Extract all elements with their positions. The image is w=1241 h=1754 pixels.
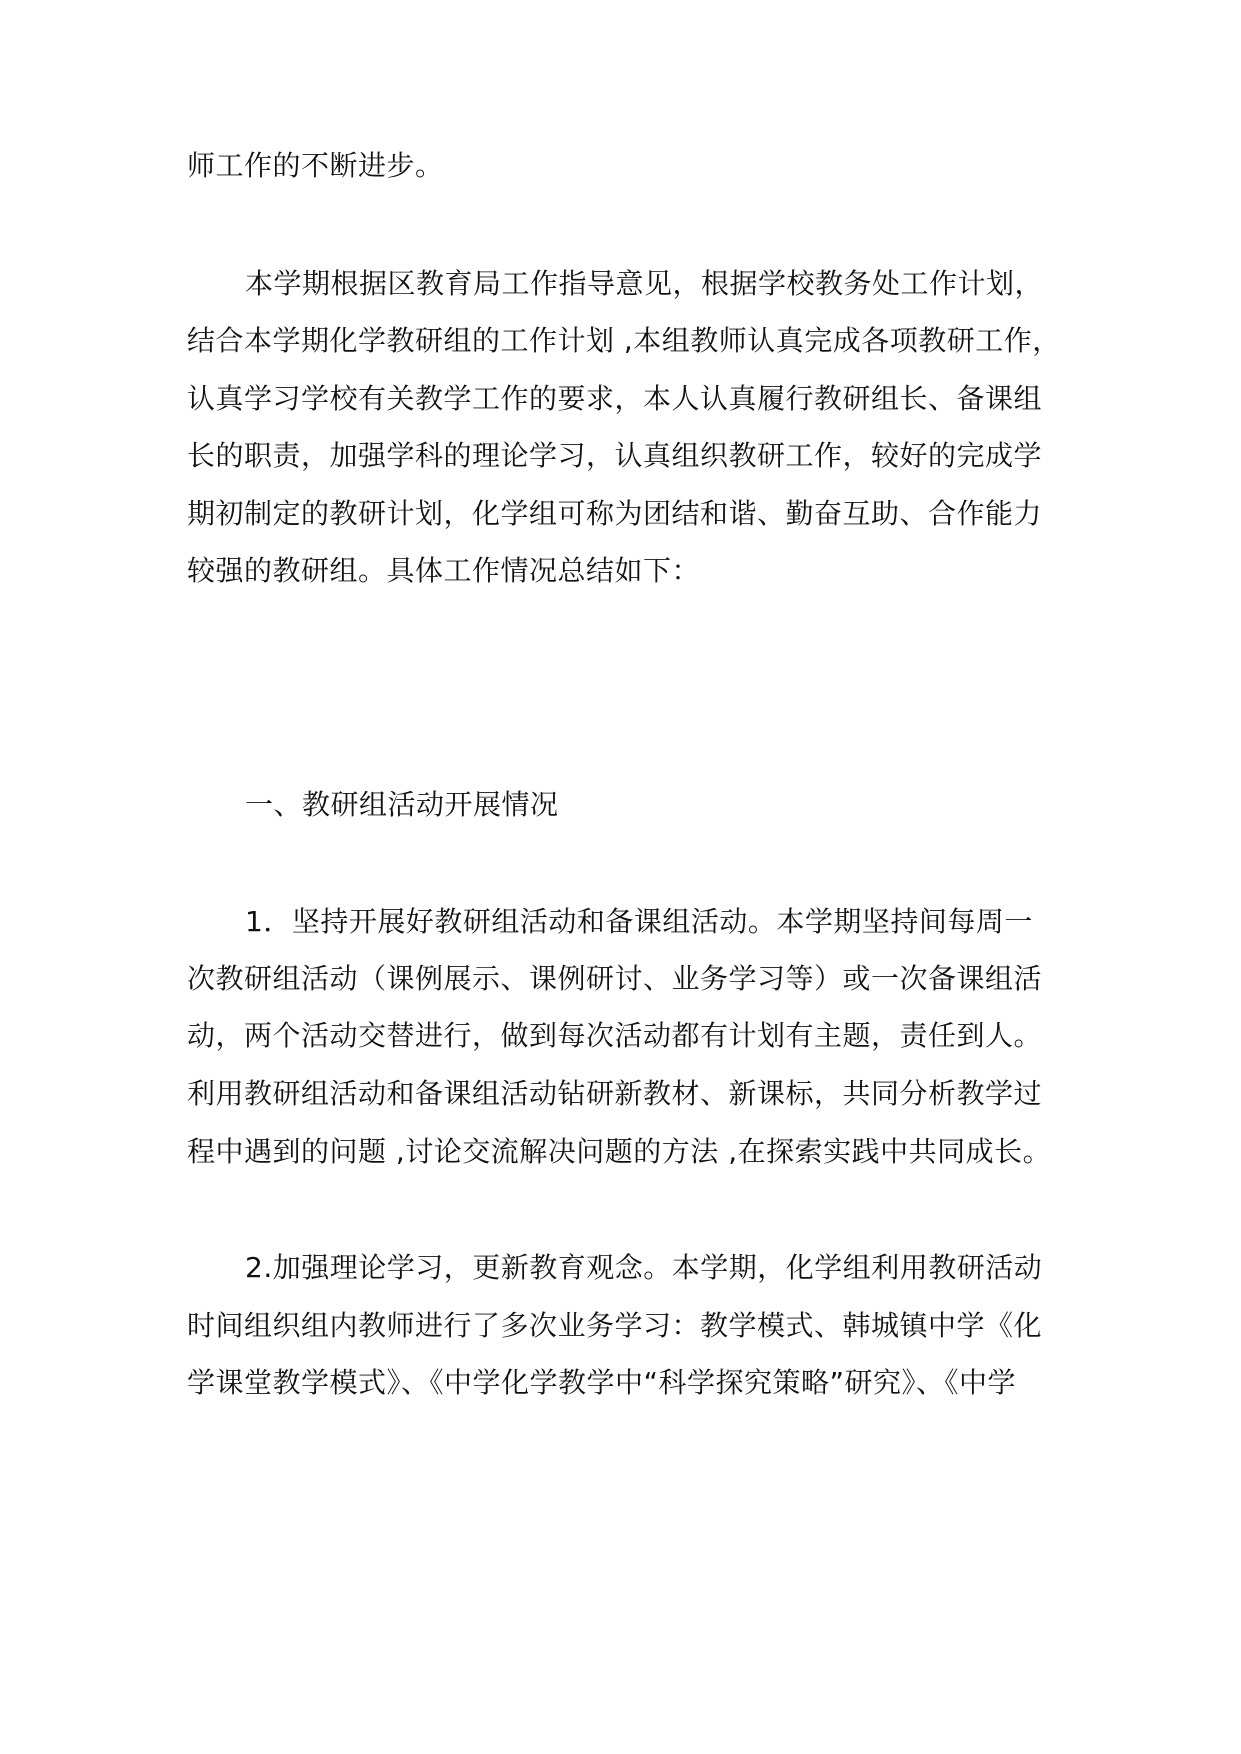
intro-line-3: 认真学习学校有关教学工作的要求，本人认真履行教研组长、备课组: [187, 382, 1043, 415]
intro-line-5: 期初制定的教研计划，化学组可称为团结和谐、勤奋互助、合作能力: [187, 497, 1043, 530]
item2-line-2: 时间组织组内教师进行了多次业务学习：教学模式、韩城镇中学《化: [187, 1309, 1043, 1342]
item1-line-5: 程中遇到的问题 ,讨论交流解决问题的方法 ,在探索实践中共同成长。: [187, 1135, 1052, 1168]
item1-line-4: 利用教研组活动和备课组活动钻研新教材、新课标，共同分析教学过: [187, 1077, 1043, 1110]
continuation-line: 师工作的不断进步。: [187, 149, 444, 182]
item1-line-1: 1．坚持开展好教研组活动和备课组活动。本学期坚持间每周一: [245, 905, 1033, 938]
intro-line-4: 长的职责，加强学科的理论学习，认真组织教研工作，较好的完成学: [187, 439, 1043, 472]
item2-line-1: 2.加强理论学习，更新教育观念。本学期，化学组利用教研活动: [245, 1251, 1043, 1284]
item2-line-3: 学课堂教学模式》、《中学化学教学中“科学探究策略”研究》、《中学: [187, 1366, 1017, 1399]
section-heading: 一、教研组活动开展情况: [245, 788, 559, 821]
intro-line-1: 本学期根据区教育局工作指导意见，根据学校教务处工作计划，: [245, 267, 1044, 300]
intro-line-6: 较强的教研组。具体工作情况总结如下：: [187, 554, 701, 587]
intro-line-2: 结合本学期化学教研组的工作计划 ,本组教师认真完成各项教研工作，: [187, 324, 1061, 357]
item1-line-3: 动，两个活动交替进行，做到每次活动都有计划有主题，责任到人。: [187, 1019, 1043, 1052]
item1-line-2: 次教研组活动（课例展示、课例研讨、业务学习等）或一次备课组活: [187, 962, 1043, 995]
